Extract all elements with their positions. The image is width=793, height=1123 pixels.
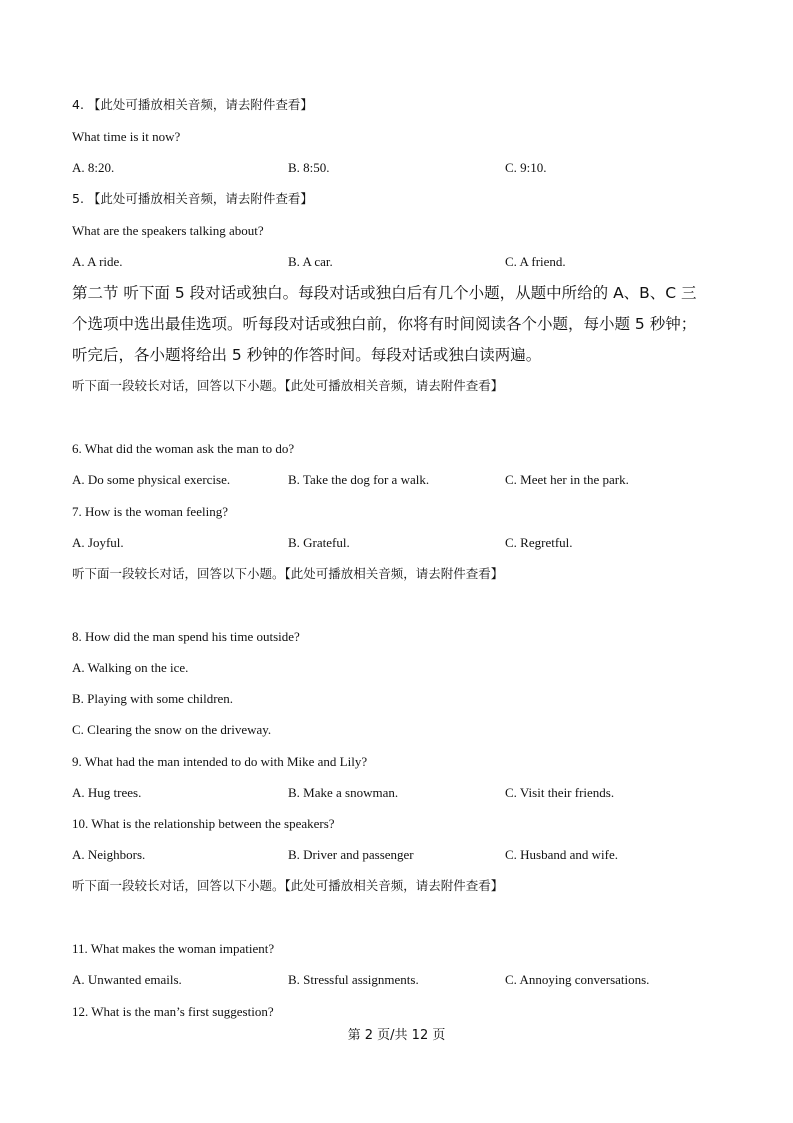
q10-option-c: C. Husband and wife. (505, 847, 619, 862)
q9-option-b: B. Make a snowman. (288, 785, 399, 800)
q8-option-a: A. Walking on the ice. (72, 660, 189, 675)
q9-question: 9. What had the man intended to do with Mike and Lily? (72, 754, 368, 769)
q5-option-a: A. A ride. (72, 254, 123, 269)
q11-option-a: A. Unwanted emails. (72, 972, 182, 987)
q5-option-b: B. A car. (288, 254, 333, 269)
q4-option-a: A. 8:20. (72, 160, 115, 175)
q6-question: 6. What did the woman ask the man to do? (72, 441, 295, 456)
q4-options (72, 160, 732, 176)
instruction-3: 听下面一段较长对话，回答以下小题。【此处可播放相关音频，请去附件查看】 (72, 878, 504, 893)
q10-question: 10. What is the relationship between the speakers? (72, 816, 335, 831)
q4-option-b: B. 8:50. (288, 160, 330, 175)
q6-option-c: C. Meet her in the park. (505, 472, 629, 487)
q7-option-a: A. Joyful. (72, 535, 124, 550)
q9-option-c: C. Visit their friends. (505, 785, 615, 800)
section2-line-3: 听完后，各小题将给出 5 秒钟的作答时间。每段对话或独白读两遍。 (72, 346, 542, 364)
q11-options (72, 972, 732, 988)
q10-option-b: B. Driver and passenger (288, 847, 414, 862)
q7-options (72, 535, 732, 551)
q9-option-a: A. Hug trees. (72, 785, 142, 800)
q7-option-b: B. Grateful. (288, 535, 350, 550)
q11-question: 11. What makes the woman impatient? (72, 941, 275, 956)
page-number-footer: 第 2 页/共 12 页 (347, 1028, 446, 1043)
q4-question: What time is it now? (72, 129, 181, 144)
section2-line-1: 第二节 听下面 5 段对话或独白。每段对话或独白后有几个小题，从题中所给的 A、B、C 三 (72, 284, 697, 302)
instruction-2: 听下面一段较长对话，回答以下小题。【此处可播放相关音频，请去附件查看】 (72, 566, 504, 581)
q7-question: 7. How is the woman feeling? (72, 504, 228, 519)
q5-option-c: C. A friend. (505, 254, 566, 269)
q8-option-b: B. Playing with some children. (72, 691, 234, 706)
q10-options (72, 847, 732, 863)
q11-option-c: C. Annoying conversations. (505, 972, 650, 987)
q5-header: 5. 【此处可播放相关音频，请去附件查看】 (72, 191, 313, 206)
q8-question: 8. How did the man spend his time outside? (72, 629, 300, 644)
q5-question: What are the speakers talking about? (72, 223, 264, 238)
instruction-1: 听下面一段较长对话，回答以下小题。【此处可播放相关音频，请去附件查看】 (72, 378, 504, 393)
section2-instructions (72, 278, 732, 371)
q5-options (72, 254, 732, 270)
q11-option-b: B. Stressful assignments. (288, 972, 419, 987)
q10-option-a: A. Neighbors. (72, 847, 146, 862)
q7-option-c: C. Regretful. (505, 535, 573, 550)
q4-header: 4. 【此处可播放相关音频，请去附件查看】 (72, 97, 313, 112)
section2-line-2: 个选项中选出最佳选项。听每段对话或独白前，你将有时间阅读各个小题，每小题 5 秒钟； (72, 315, 697, 333)
q4-option-c: C. 9:10. (505, 160, 547, 175)
q12-question: 12. What is the man’s first suggestion? (72, 1004, 274, 1019)
q8-option-c: C. Clearing the snow on the driveway. (72, 722, 272, 737)
q6-options (72, 472, 732, 488)
q6-option-a: A. Do some physical exercise. (72, 472, 231, 487)
q9-options (72, 785, 732, 801)
q6-option-b: B. Take the dog for a walk. (288, 472, 430, 487)
